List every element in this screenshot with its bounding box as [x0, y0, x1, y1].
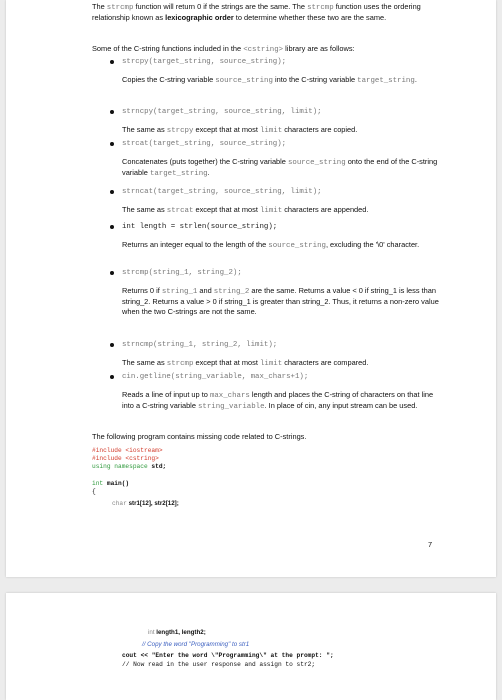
- bullet-icon: [110, 60, 114, 64]
- intro-text: to determine whether these two are the same.: [233, 13, 387, 23]
- desc-text: .: [414, 75, 417, 84]
- desc-text: characters are copied.: [282, 125, 358, 134]
- function-description: [122, 205, 440, 216]
- intro-text: The: [92, 2, 107, 11]
- code-keyword: using namespace: [92, 463, 148, 471]
- function-description: [122, 286, 440, 318]
- function-description: [122, 358, 440, 369]
- inline-code: source_string: [268, 242, 326, 250]
- code-keyword: char: [112, 500, 127, 508]
- function-signature: strncat(target_string, source_string, limit);: [122, 188, 322, 196]
- function-signature: cin.getline(string_variable, max_chars+1);: [122, 373, 309, 381]
- inline-code: string_1: [161, 288, 198, 296]
- document-page-2: [6, 593, 496, 700]
- desc-text: Copies the C-string variable: [122, 75, 216, 84]
- desc-text: The same as: [122, 125, 167, 134]
- function-signature: strcmp(string_1, string_2);: [122, 269, 242, 277]
- bullet-icon: [110, 343, 114, 347]
- document-page-1: [6, 0, 496, 577]
- bullet-icon: [110, 110, 114, 114]
- library-intro-text: Some of the C-string functions included in the: [92, 44, 244, 53]
- bullet-icon: [110, 225, 114, 229]
- desc-text: The same as: [122, 358, 167, 367]
- desc-text: , excluding the '\0' character.: [325, 240, 420, 249]
- desc-text: and: [197, 286, 214, 295]
- code-line-brace: {: [92, 487, 96, 495]
- page-number: 7: [428, 540, 433, 549]
- inline-code: source_string: [215, 77, 273, 85]
- bold-term: lexicographic order: [165, 13, 234, 23]
- code-text: main(): [103, 479, 130, 487]
- code-text: std;: [147, 463, 167, 471]
- code-keyword: int: [92, 479, 104, 487]
- code-line-main: [92, 480, 179, 488]
- bullet-icon: [110, 190, 114, 194]
- desc-text: length and places the C-string of characters on that line into a C-string variable: [122, 390, 434, 411]
- program-intro: The following program contains missing code related to C-strings.: [92, 432, 307, 441]
- inline-code: max_chars: [209, 392, 250, 400]
- function-signature: strncpy(target_string, source_string, limit);: [122, 108, 322, 116]
- desc-text: except that at most: [193, 205, 260, 214]
- function-description: [122, 157, 440, 179]
- inline-code: limit: [259, 127, 283, 135]
- desc-text: The same as: [122, 205, 167, 214]
- code-line-using: [92, 463, 179, 471]
- desc-text: . In place of cin, any input stream can be used.: [264, 401, 418, 411]
- inline-code: target_string: [357, 77, 415, 85]
- inline-code: <cstring>: [243, 46, 284, 54]
- function-description: [122, 390, 440, 412]
- intro-text: function will return 0 if the strings are the same. The: [133, 2, 308, 11]
- intro-paragraph: [92, 2, 448, 23]
- function-description: [122, 125, 440, 136]
- desc-text: Returns 0 if: [122, 286, 162, 295]
- desc-text: except that at most: [193, 358, 260, 367]
- desc-text: are the same. Returns a value < 0 if string_1 is less than string_2. Returns a value > 0 if string_1 is greater than string_2. Thus, it returns a non-zero value when the two C-strings are not the same.: [122, 286, 439, 317]
- function-signature: strcat(target_string, source_string);: [122, 140, 287, 148]
- desc-text: into the C-string variable: [272, 75, 358, 84]
- code-line-length-decl: [92, 629, 448, 637]
- code-keyword: cout: [122, 652, 137, 660]
- code-text: << "Enter the word \"Programming\" at the prompt: ";: [136, 652, 334, 660]
- desc-text: onto the end of the C-string variable: [122, 157, 438, 178]
- desc-text: Reads a line of input up to: [122, 390, 210, 399]
- inline-code: strcpy: [166, 127, 194, 135]
- function-description: [122, 240, 440, 251]
- inline-code: string_variable: [198, 403, 265, 412]
- bullet-icon: [110, 271, 114, 275]
- code-text: str1[12], str2[12];: [126, 500, 179, 508]
- code-block: [92, 447, 179, 508]
- code-keyword: int: [148, 629, 155, 636]
- library-intro: [92, 44, 448, 55]
- function-signature: strncmp(string_1, string_2, limit);: [122, 341, 278, 349]
- inline-code: strcat: [166, 207, 194, 215]
- inline-code: source_string: [287, 159, 346, 167]
- desc-text: characters are compared.: [282, 358, 369, 367]
- code-line-include-iostream: #include <iostream>: [92, 447, 163, 454]
- bullet-icon: [110, 142, 114, 146]
- library-intro-text: library are as follows:: [283, 44, 355, 53]
- code-comment: // Copy the word "Programming" to str1: [142, 641, 250, 649]
- inline-code: string_2: [213, 288, 250, 296]
- desc-text: Returns an integer equal to the length of the: [122, 240, 269, 249]
- page-2-content: [92, 629, 448, 669]
- function-description: [122, 75, 440, 86]
- inline-code: strcmp: [307, 4, 334, 12]
- inline-code: strcmp: [106, 4, 134, 12]
- code-text: length1, length2;: [154, 629, 206, 636]
- code-comment: // Now read in the user response and assign to str2;: [122, 660, 316, 668]
- desc-text: except that at most: [193, 125, 260, 134]
- intro-text: function uses the ordering relationship known as: [92, 2, 421, 23]
- inline-code: limit: [259, 360, 283, 368]
- desc-text: .: [207, 168, 210, 178]
- desc-text: characters are appended.: [282, 205, 369, 214]
- code-line-cout: [92, 652, 448, 660]
- function-signature: strcpy(target_string, source_string);: [122, 58, 287, 66]
- desc-text: Concatenates (puts together) the C-string variable: [122, 157, 288, 166]
- inline-code: strcmp: [166, 360, 194, 368]
- inline-code: target_string: [149, 170, 208, 179]
- bullet-icon: [110, 375, 114, 379]
- code-line-declaration: [92, 500, 179, 508]
- inline-code: limit: [259, 207, 283, 215]
- code-line-include-cstring: #include <cstring>: [92, 455, 159, 463]
- function-signature: int length = strlen(source_string);: [122, 223, 278, 231]
